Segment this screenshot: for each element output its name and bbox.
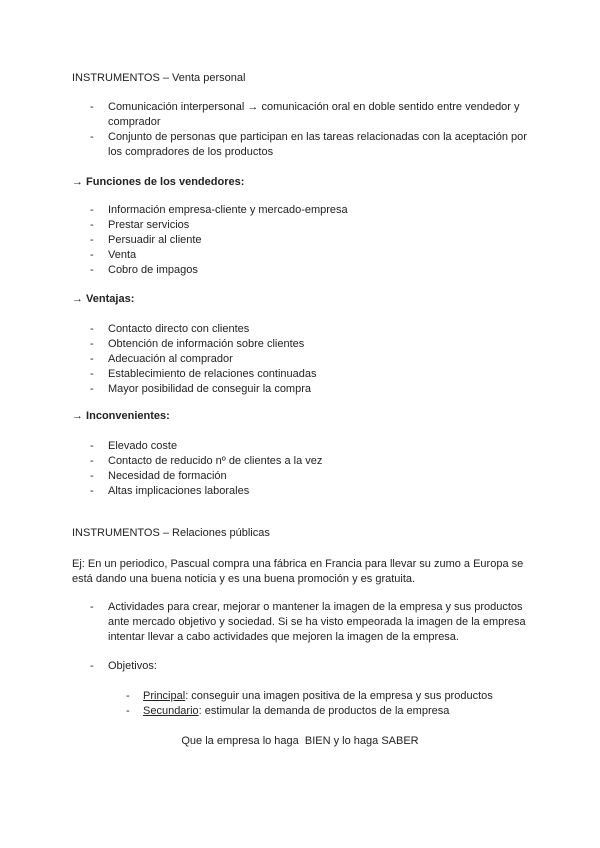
list-item: - Conjunto de personas que participan en las tareas relacionadas con la aceptación por los compradores de los productos (90, 131, 527, 158)
list-item: - Elevado coste (90, 440, 178, 452)
closing-statement: Que la empresa lo haga BIEN y lo haga SABER (181, 735, 419, 747)
list-item: - Información empresa-cliente y mercado-empresa (90, 204, 348, 216)
list-item: - Necesidad de formación (90, 470, 227, 482)
list-item: - Contacto directo con clientes (90, 323, 250, 335)
list-item: - Cobro de impagos (90, 264, 198, 276)
list-item: - Contacto de reducido nº de clientes a la vez (90, 455, 323, 467)
list-item: - Adecuación al comprador (90, 353, 233, 365)
funciones-heading: → Funciones de los vendedores: (72, 176, 245, 188)
venta-personal-list (72, 100, 532, 160)
list-item: - Venta (90, 249, 137, 261)
list-item: - Objetivos: (90, 660, 157, 672)
relaciones-publicas-list (72, 600, 532, 645)
ventajas-list (72, 322, 532, 397)
funciones-list (72, 203, 532, 278)
section-heading-venta-personal: INSTRUMENTOS – Venta personal (72, 72, 246, 84)
section-heading-relaciones-publicas: INSTRUMENTOS – Relaciones públicas (72, 527, 270, 539)
objetivos-list (72, 659, 532, 674)
list-item: - Persuadir al cliente (90, 234, 202, 246)
objetivo-text: : conseguir una imagen positiva de la empresa y sus productos (185, 690, 493, 702)
inconvenientes-heading: → Inconvenientes: (72, 410, 170, 422)
objetivo-term: Principal (143, 690, 186, 702)
list-item: - Obtención de información sobre clientes (90, 338, 305, 350)
list-item: - Comunicación interpersonal → comunicación oral en doble sentido entre vendedor y comprador (90, 101, 520, 128)
list-item: - Secundario: estimular la demanda de productos de la empresa (126, 705, 450, 717)
objetivo-text: : estimular la demanda de productos de la empresa (198, 705, 450, 717)
ventajas-heading: → Ventajas: (72, 293, 135, 305)
inconvenientes-list (72, 439, 532, 499)
list-item: - Altas implicaciones laborales (90, 485, 250, 497)
objetivo-term: Secundario (143, 705, 199, 717)
list-item: - Mayor posibilidad de conseguir la compra (90, 383, 311, 395)
list-item: - Prestar servicios (90, 219, 190, 231)
list-item: - Principal: conseguir una imagen positiva de la empresa y sus productos (126, 690, 493, 702)
list-item: - Actividades para crear, mejorar o mantener la imagen de la empresa y sus productos ante mercado objetivo y sociedad. Si se ha visto empeorada la imagen de la empresa intentar llevar a cabo actividades que mejoren la imagen de la empresa. (90, 601, 526, 643)
list-item: - Establecimiento de relaciones continuadas (90, 368, 317, 380)
example-paragraph: Ej: En un periodico, Pascual compra una fábrica en Francia para llevar su zumo a Europa se está dando una buena noticia y es una buena promoción y es gratuita. (72, 558, 524, 585)
objetivos-sublist (72, 689, 532, 719)
